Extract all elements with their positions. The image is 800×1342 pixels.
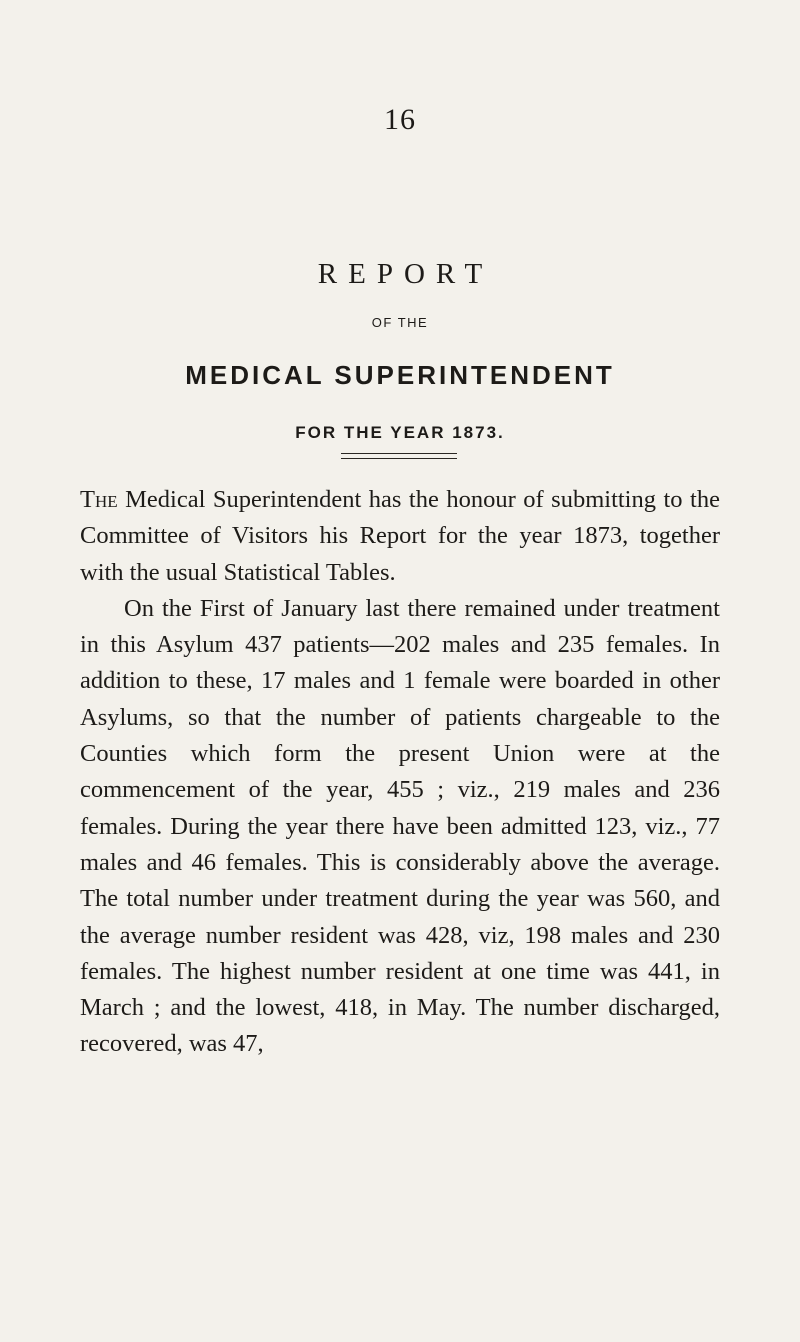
paragraph-1 xyxy=(80,482,720,591)
report-title: REPORT xyxy=(317,258,494,290)
report-subtitle: MEDICAL SUPERINTENDENT xyxy=(185,360,615,390)
divider-rule-bottom xyxy=(341,458,457,459)
paragraph-1-text: Medical Superintendent has the honour of submitting to the Committee of Visitors his Report for the year 1873, together with the usual Statistical Tables. xyxy=(80,486,720,586)
report-body xyxy=(80,482,720,1063)
report-year-line: FOR THE YEAR 1873. xyxy=(295,423,505,442)
page-number: 16 xyxy=(384,103,416,136)
paragraph-1-lead-word: The xyxy=(80,486,118,513)
title-connector: OF THE xyxy=(371,315,429,330)
paragraph-2: On the First of January last there remained under treatment in this Asylum 437 patients—202 males and 235 females. In addition to these, 17 males and 1 female were boarded in other Asylums, so that the number of patients chargeable to the Counties which form the present Union were at the commencement of the year, 455 ; viz., 219 males and 236 females. During the year there have been admitted 123, viz., 77 males and 46 females. This is considerably above the average. The total number under treatment during the year was 560, and the average number resident was 428, viz, 198 males and 230 females. The highest number resident at one time was 441, in March ; and the lowest, 418, in May. The number discharged, recovered, was 47, xyxy=(80,594,720,1058)
divider-rule-top xyxy=(341,453,457,454)
